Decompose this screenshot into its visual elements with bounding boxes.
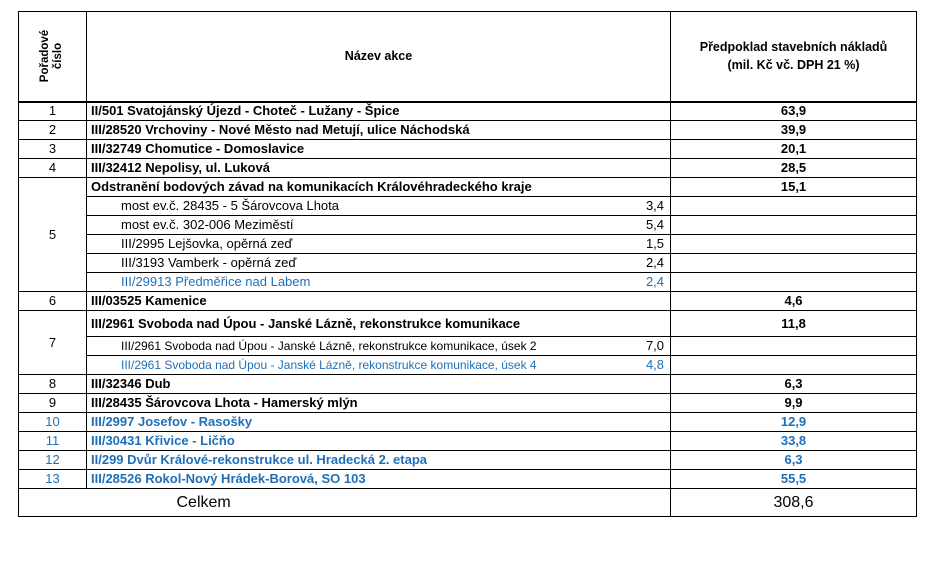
- projects-table-container: [18, 11, 916, 517]
- sub-row-value: 7,0: [635, 337, 671, 356]
- row-name: III/2961 Svoboda nad Úpou - Janské Lázně, rekonstrukce komunikace: [87, 311, 671, 337]
- row-number: 11: [19, 432, 87, 451]
- sub-row-value: 1,5: [635, 235, 671, 254]
- empty-cost-cell: [671, 235, 917, 254]
- row-name: III/32346 Dub: [87, 375, 671, 394]
- total-label: Celkem: [87, 489, 671, 517]
- row-number: 5: [19, 178, 87, 292]
- row-number: 1: [19, 102, 87, 121]
- row-number: 7: [19, 311, 87, 375]
- empty-cost-cell: [671, 254, 917, 273]
- header-row: [19, 12, 917, 102]
- total-value: 308,6: [671, 489, 917, 517]
- empty-cost-cell: [671, 273, 917, 292]
- table-row: [19, 394, 917, 413]
- table-row: [19, 140, 917, 159]
- table-row: [19, 311, 917, 337]
- table-row: [19, 121, 917, 140]
- row-number: 13: [19, 470, 87, 489]
- empty-cost-cell: [671, 197, 917, 216]
- total-row: [19, 489, 917, 517]
- row-name: III/32412 Nepolisy, ul. Luková: [87, 159, 671, 178]
- sub-row-name: III/29913 Předměřice nad Labem: [87, 273, 635, 292]
- sub-row-value: 2,4: [635, 273, 671, 292]
- row-number: 3: [19, 140, 87, 159]
- table-row: [19, 470, 917, 489]
- row-number: 6: [19, 292, 87, 311]
- sub-row: [19, 356, 917, 375]
- sub-row: [19, 235, 917, 254]
- row-cost: 15,1: [671, 178, 917, 197]
- row-cost: 6,3: [671, 451, 917, 470]
- table-row: [19, 413, 917, 432]
- sub-row-value: 2,4: [635, 254, 671, 273]
- row-cost: 33,8: [671, 432, 917, 451]
- row-number: 12: [19, 451, 87, 470]
- sub-row: [19, 216, 917, 235]
- table-row: [19, 292, 917, 311]
- row-number: 4: [19, 159, 87, 178]
- sub-row-name: most ev.č. 28435 - 5 Šárovcova Lhota: [87, 197, 635, 216]
- sub-row: [19, 337, 917, 356]
- row-name: III/2997 Josefov - Rasošky: [87, 413, 671, 432]
- sub-row: [19, 254, 917, 273]
- empty-cost-cell: [671, 216, 917, 235]
- row-cost: 63,9: [671, 102, 917, 121]
- sub-row-value: 4,8: [635, 356, 671, 375]
- row-name: Odstranění bodových závad na komunikacích Královéhradeckého kraje: [87, 178, 671, 197]
- sub-row: [19, 273, 917, 292]
- sub-row-name: III/3193 Vamberk - opěrná zeď: [87, 254, 635, 273]
- row-cost: 20,1: [671, 140, 917, 159]
- row-name: III/30431 Křivice - Ličňo: [87, 432, 671, 451]
- table-row: [19, 432, 917, 451]
- sub-row-name: III/2961 Svoboda nad Úpou - Janské Lázně, rekonstrukce komunikace, úsek 2: [87, 337, 635, 356]
- row-cost: 6,3: [671, 375, 917, 394]
- row-cost: 55,5: [671, 470, 917, 489]
- table-row: [19, 375, 917, 394]
- row-number: 8: [19, 375, 87, 394]
- sub-row-value: 5,4: [635, 216, 671, 235]
- row-name: II/501 Svatojánský Újezd - Choteč - Lužany - Špice: [87, 102, 671, 121]
- empty-cost-cell: [671, 337, 917, 356]
- row-name: III/28526 Rokol-Nový Hrádek-Borová, SO 103: [87, 470, 671, 489]
- row-cost: 4,6: [671, 292, 917, 311]
- row-number: 10: [19, 413, 87, 432]
- row-name: III/32749 Chomutice - Domoslavice: [87, 140, 671, 159]
- row-cost: 9,9: [671, 394, 917, 413]
- empty-cost-cell: [671, 356, 917, 375]
- sub-row-value: 3,4: [635, 197, 671, 216]
- row-name: III/28520 Vrchoviny - Nové Město nad Metují, ulice Náchodská: [87, 121, 671, 140]
- total-empty-cell: [19, 489, 87, 517]
- row-name: II/299 Dvůr Králové-rekonstrukce ul. Hradecká 2. etapa: [87, 451, 671, 470]
- table-row: [19, 102, 917, 121]
- table-row: [19, 451, 917, 470]
- projects-table: [18, 11, 917, 517]
- row-name: III/03525 Kamenice: [87, 292, 671, 311]
- row-name: III/28435 Šárovcova Lhota - Hamerský mlýn: [87, 394, 671, 413]
- sub-row-name: most ev.č. 302-006 Meziměstí: [87, 216, 635, 235]
- row-cost: 28,5: [671, 159, 917, 178]
- row-number: 2: [19, 121, 87, 140]
- row-cost: 11,8: [671, 311, 917, 337]
- header-project-name: Název akce: [87, 12, 671, 102]
- sub-row: [19, 197, 917, 216]
- sub-row-name: III/2995 Lejšovka, opěrná zeď: [87, 235, 635, 254]
- row-cost: 39,9: [671, 121, 917, 140]
- row-number: 9: [19, 394, 87, 413]
- sub-row-name: III/2961 Svoboda nad Úpou - Janské Lázně, rekonstrukce komunikace, úsek 4: [87, 356, 635, 375]
- table-row: [19, 178, 917, 197]
- header-construction-cost: Předpoklad stavebních nákladů (mil. Kč vč. DPH 21 %): [671, 12, 917, 102]
- row-cost: 12,9: [671, 413, 917, 432]
- header-order-number: Pořadové číslo: [19, 12, 87, 102]
- table-row: [19, 159, 917, 178]
